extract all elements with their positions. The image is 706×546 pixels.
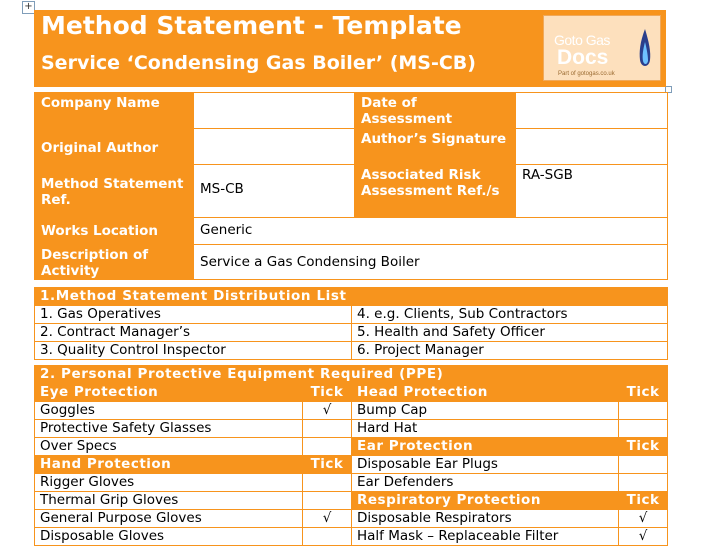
date-of-assessment-field[interactable]: [516, 93, 668, 129]
distribution-item: 6. Project Manager: [352, 342, 668, 360]
tick-cell-ear-defenders[interactable]: [619, 474, 668, 492]
tick-column-heading: Tick: [619, 492, 668, 510]
tick-column-heading: Tick: [303, 384, 352, 402]
distribution-item: 4. e.g. Clients, Sub Contractors: [352, 306, 668, 324]
document-subtitle: Service ‘Condensing Gas Boiler’ (MS-CB): [41, 52, 476, 74]
tick-cell-disposable-respirators[interactable]: √: [619, 510, 668, 528]
author-signature-field[interactable]: [516, 129, 668, 165]
tick-cell-ear-plugs[interactable]: [619, 456, 668, 474]
company-name-field[interactable]: [194, 93, 355, 129]
distribution-list-table: [34, 287, 668, 360]
goto-gas-docs-logo: [543, 15, 661, 81]
tick-column-heading: Tick: [619, 438, 668, 456]
ppe-item-ear-plugs: Disposable Ear Plugs: [352, 456, 619, 474]
logo-tagline: Part of gotogas.co.uk: [558, 71, 615, 77]
method-statement-ref-label-text: Method Statement Ref.: [41, 176, 184, 208]
info-table: [34, 92, 668, 280]
ppe-item-hard-hat: Hard Hat: [352, 420, 619, 438]
distribution-list-heading: 1.Method Statement Distribution List: [35, 288, 668, 306]
document-title: Method Statement - Template: [41, 11, 462, 40]
tick-cell-disposable-gloves[interactable]: [303, 528, 352, 546]
distribution-item: 5. Health and Safety Officer: [352, 324, 668, 342]
ppe-item-ear-defenders: Ear Defenders: [352, 474, 619, 492]
ppe-item-disposable-respirators: Disposable Respirators: [352, 510, 619, 528]
date-of-assessment-label: Date of Assessment: [355, 93, 516, 129]
tick-cell-rigger-gloves[interactable]: [303, 474, 352, 492]
tick-cell-general-gloves[interactable]: √: [303, 510, 352, 528]
ear-protection-heading: Ear Protection: [352, 438, 619, 456]
associated-risk-assessment-field[interactable]: RA-SGB: [516, 165, 668, 218]
tick-cell-thermal-gloves[interactable]: [303, 492, 352, 510]
eye-protection-heading: Eye Protection: [35, 384, 303, 402]
ppe-item-thermal-gloves: Thermal Grip Gloves: [35, 492, 303, 510]
tick-column-heading: Tick: [303, 456, 352, 474]
ppe-item-disposable-gloves: Disposable Gloves: [35, 528, 303, 546]
company-name-label: Company Name: [35, 93, 194, 129]
ppe-item-general-gloves: General Purpose Gloves: [35, 510, 303, 528]
head-protection-heading: Head Protection: [352, 384, 619, 402]
ppe-table: [34, 365, 668, 546]
original-author-label-text: Original Author: [41, 140, 159, 156]
distribution-item: 2. Contract Manager’s: [35, 324, 352, 342]
hand-protection-heading: Hand Protection: [35, 456, 303, 474]
logo-main-text: Docs: [557, 46, 609, 69]
method-statement-ref-label: [35, 165, 194, 218]
document-header: [34, 10, 666, 87]
method-statement-ref-value: MS-CB: [200, 181, 244, 197]
description-of-activity-field[interactable]: Service a Gas Condensing Boiler: [194, 245, 668, 280]
works-location-label: Works Location: [35, 218, 194, 245]
distribution-item: 3. Quality Control Inspector: [35, 342, 352, 360]
ppe-item-half-mask: Half Mask – Replaceable Filter: [352, 528, 619, 546]
method-statement-ref-field[interactable]: [194, 165, 355, 218]
works-location-field[interactable]: Generic: [194, 218, 668, 245]
ppe-item-goggles: Goggles: [35, 402, 303, 420]
ppe-item-safety-glasses: Protective Safety Glasses: [35, 420, 303, 438]
tick-cell-over-specs[interactable]: [303, 438, 352, 456]
ppe-item-bump-cap: Bump Cap: [352, 402, 619, 420]
description-of-activity-label: Description of Activity: [35, 245, 194, 280]
author-signature-label: Author’s Signature: [355, 129, 516, 165]
ppe-heading: 2. Personal Protective Equipment Required (PPE): [35, 366, 668, 384]
tick-column-heading: Tick: [619, 384, 668, 402]
tick-cell-safety-glasses[interactable]: [303, 420, 352, 438]
logo-top-text: Goto Gas: [554, 32, 610, 48]
distribution-item: 1. Gas Operatives: [35, 306, 352, 324]
gas-flame-icon: [638, 28, 652, 72]
original-author-label: [35, 129, 194, 165]
tick-cell-half-mask[interactable]: √: [619, 528, 668, 546]
tick-cell-bump-cap[interactable]: [619, 402, 668, 420]
associated-risk-assessment-label: Associated Risk Assessment Ref./s: [355, 165, 516, 218]
tick-cell-goggles[interactable]: √: [303, 402, 352, 420]
table-move-handle[interactable]: +: [22, 1, 35, 14]
ppe-item-rigger-gloves: Rigger Gloves: [35, 474, 303, 492]
original-author-field[interactable]: [194, 129, 355, 165]
tick-cell-hard-hat[interactable]: [619, 420, 668, 438]
respiratory-protection-heading: Respiratory Protection: [352, 492, 619, 510]
ppe-item-over-specs: Over Specs: [35, 438, 303, 456]
